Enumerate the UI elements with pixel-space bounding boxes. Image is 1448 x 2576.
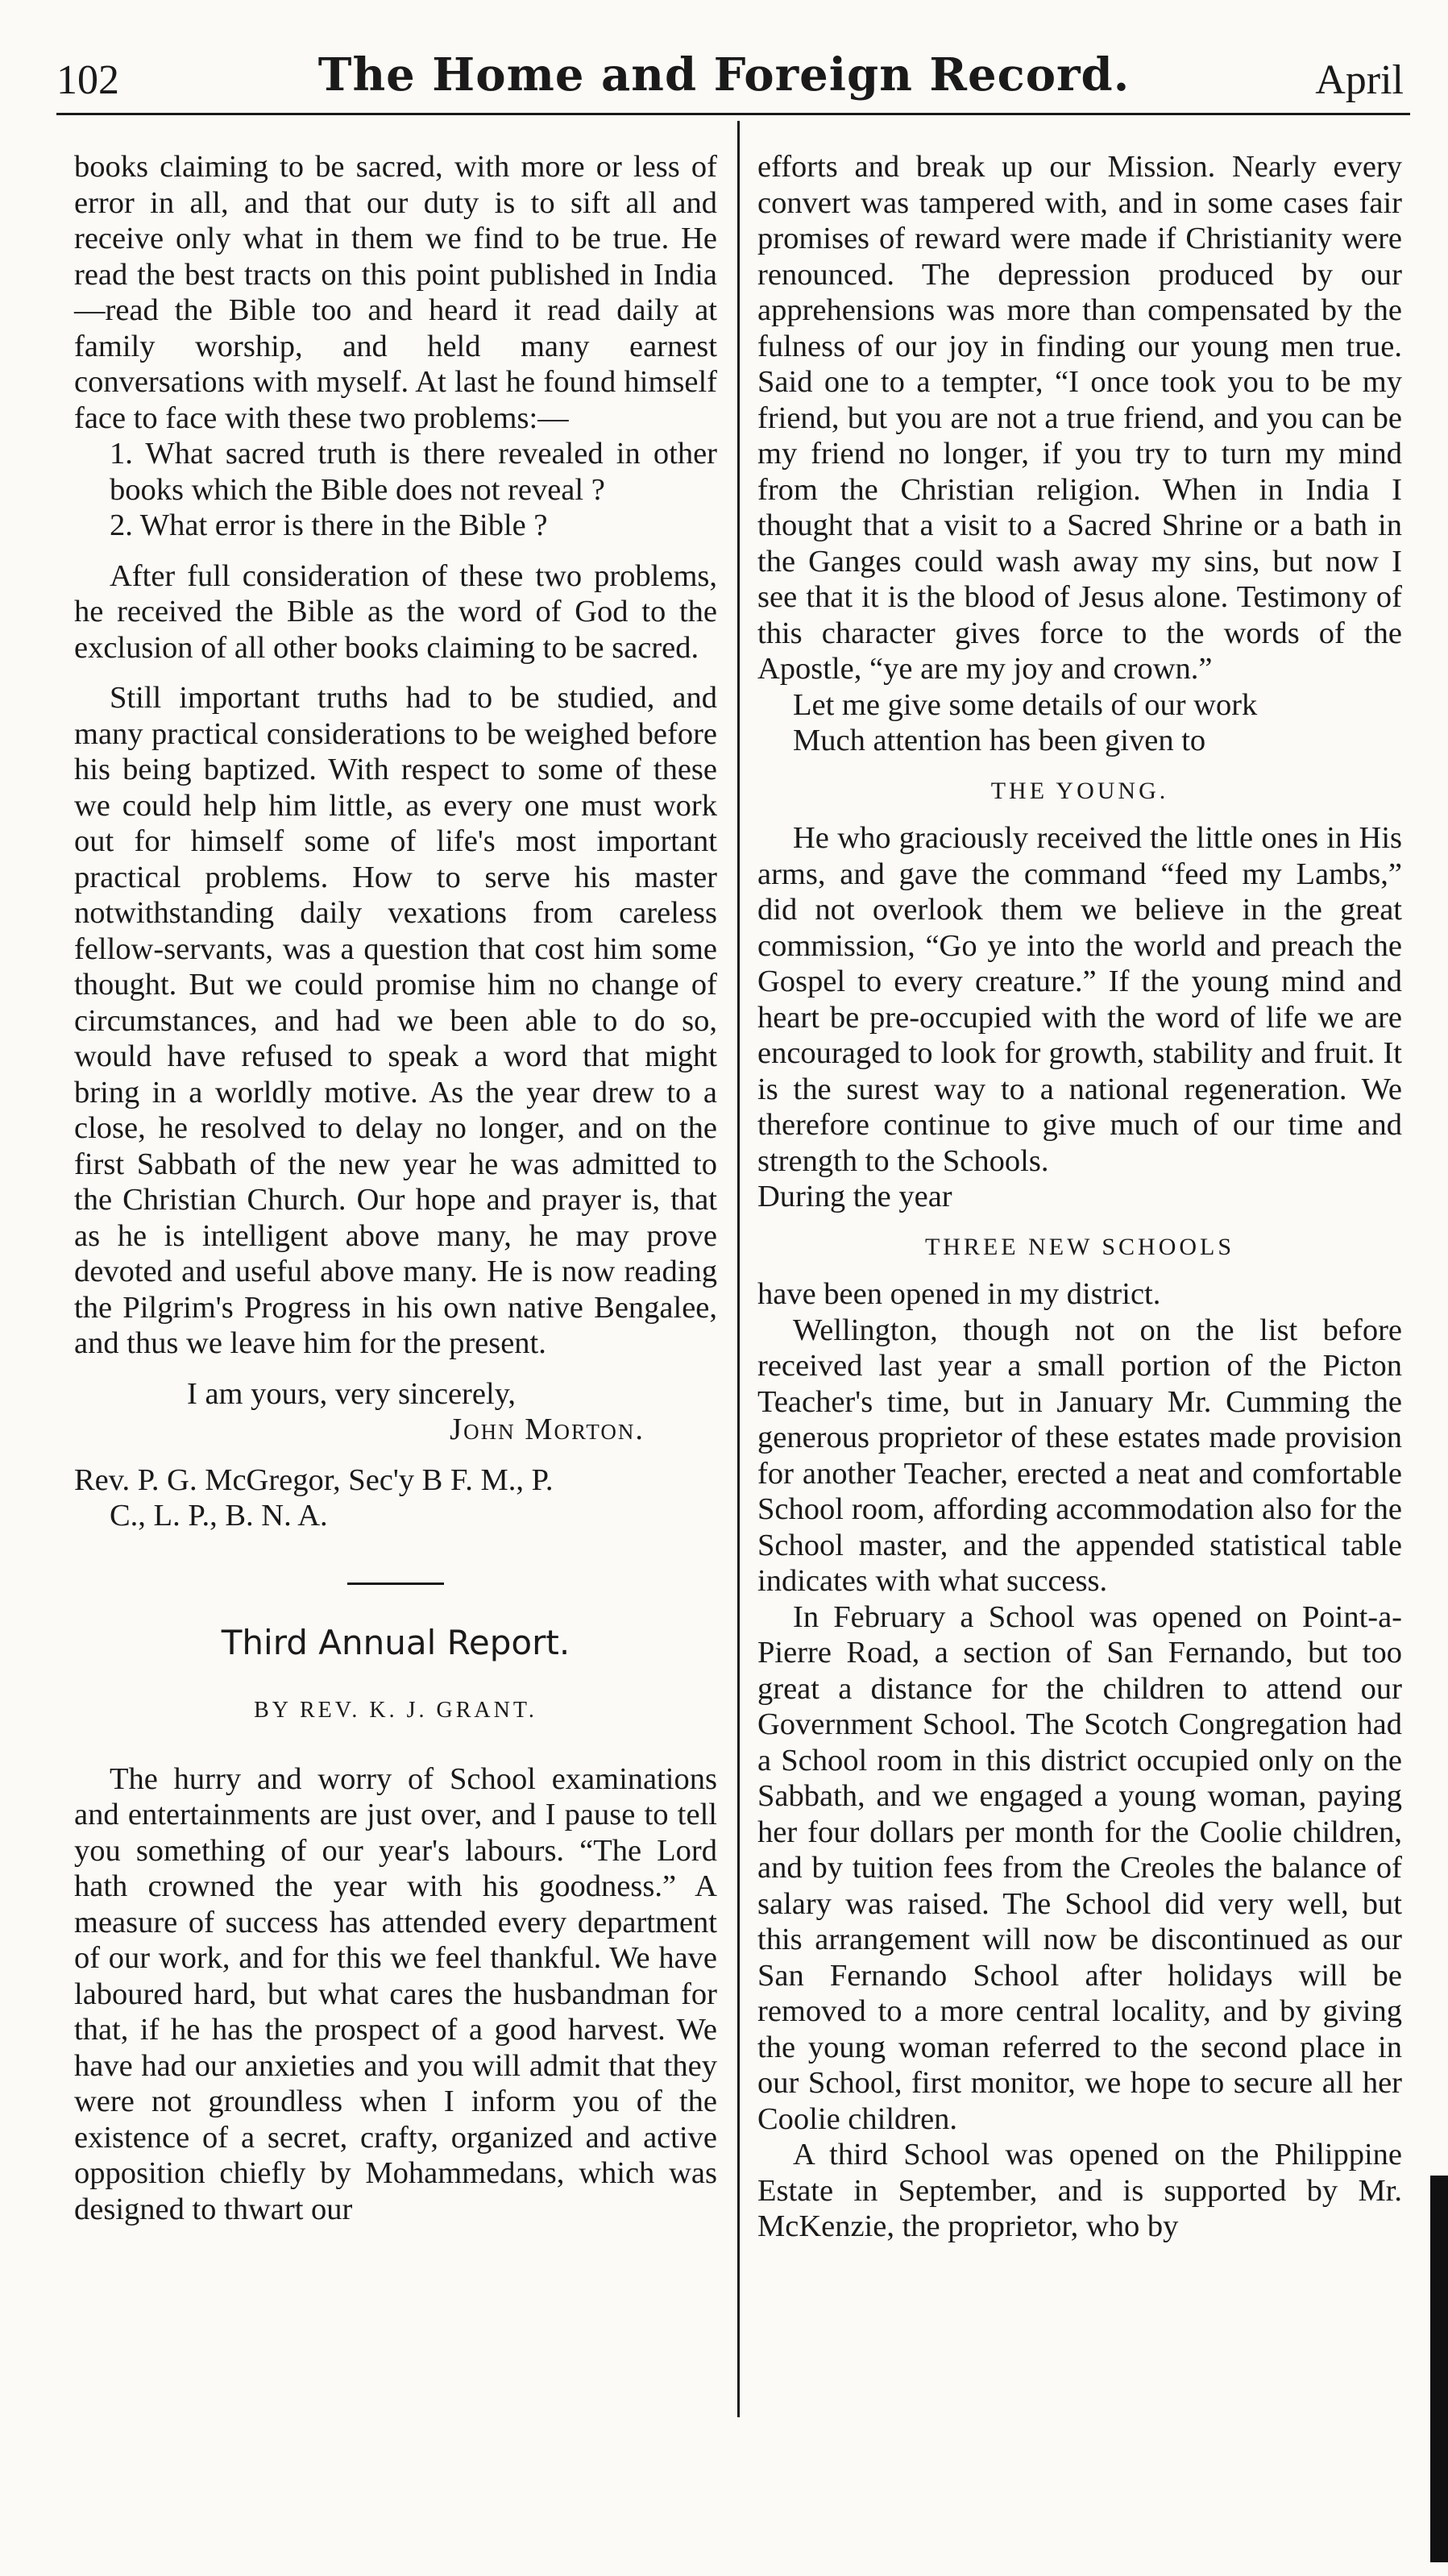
column-divider bbox=[737, 121, 740, 2417]
page-header bbox=[0, 48, 1448, 121]
left-column bbox=[74, 149, 717, 2227]
page-number: 102 bbox=[56, 57, 119, 103]
paragraph: He who graciously received the little ones in His arms, and gave the command “feed my Lambs,” did not overlook them we believe in the great commission, “Go ye into the world and preach the Gospel to every creature.” If the young mind and heart be pre-occupied with the word of life we are encouraged to look for growth, stability and fruit. It is the surest way to a national regeneration. We therefore continue to give much of our time and strength to the Schools. bbox=[757, 821, 1402, 1178]
article-byline: BY REV. K. J. GRANT. bbox=[254, 1698, 537, 1723]
letter-address: Rev. P. G. McGregor, Sec'y B F. M., P. bbox=[74, 1462, 554, 1497]
letter-closing: I am yours, very sincerely, bbox=[187, 1376, 517, 1411]
paragraph: have been opened in my district. bbox=[757, 1277, 1161, 1311]
paragraph: Still important truths had to be studied, and many practical considerations to be weighed before his being baptized. With respect to some of these we could help him little, as every one must work out for himself some of life's most important practical problems. How to serve his master notwithstanding daily vexations from careless fellow-servants, was a question that cost him some thought. But we could promise him no change of circumstances, and had we been able to do so, would have refused to speak a word that might bring in a worldly motive. As the year drew to a close, he resolved to delay no longer, and on the first Sabbath of the new year he was admitted to the Christian Church. Our hope and prayer is, that as he is intelligent above many, he may prove devoted and useful above many. He is now reading the Pilgrim's Progress in his own native Bengalee, and thus we leave him for the present. bbox=[74, 681, 717, 1360]
paragraph: In February a School was opened on Point-a-Pierre Road, a section of San Fernando, but too great a distance for the children to attend our Government School. The Scotch Congregation had a School room in this district occupied only on the Sabbath, and we engaged a young woman, paying her four dollars per month for the Coolie children, and by tuition fees from the Creoles the balance of salary was raised. The School did very well, but this arrangement will now be discontinued as our San Fernando School after holidays will be removed to a more central locality, and by giving the young woman referred to the second place in our School, first monitor, we hope to secure all her Coolie children. bbox=[757, 1599, 1402, 2136]
paragraph: The hurry and worry of School examinations and entertainments are just over, and I pause to tell you something of our year's labours. “The Lord hath crowned the year with his goodness.” A measure of success has attended every department of our work, and for this we feel thankful. We have laboured hard, but what cares the husbandman for that, if he has the prospect of a good harvest. We have had our anxieties and you will admit that they were not groundless when I inform you of the existence of a secret, crafty, organized and active opposition chiefly by Mohammedans, which was designed to thwart our bbox=[74, 1761, 717, 2226]
paragraph: books claiming to be sacred, with more or less of error in all, and that our duty is to sift all and receive only what in them we find to be true. He read the best tracts on this point published in India—read the Bible too and heard it read daily at family worship, and held many earnest conversations with myself. At last he found himself face to face with these two problems:— bbox=[74, 150, 717, 435]
section-heading: THE YOUNG. bbox=[990, 777, 1169, 804]
journal-title: The Home and Foreign Record. bbox=[317, 48, 1131, 102]
list-item: 1. What sacred truth is there revealed in other books which the Bible does not reveal ? bbox=[110, 437, 717, 507]
paragraph: Much attention has been given to bbox=[793, 724, 1206, 757]
list-item: 2. What error is there in the Bible ? bbox=[110, 508, 548, 542]
page-edge-shadow bbox=[1430, 2176, 1448, 2562]
article-title: Third Annual Report. bbox=[221, 1622, 570, 1662]
paragraph: During the year bbox=[757, 1180, 952, 1213]
letter-address-cont: C., L. P., B. N. A. bbox=[110, 1499, 328, 1533]
right-column bbox=[757, 149, 1402, 2245]
paragraph: A third School was opened on the Philippine Estate in September, and is supported by Mr. McKenzie, the proprietor, who by bbox=[757, 2138, 1402, 2243]
paragraph: After full consideration of these two problems, he received the Bible as the word of God to the exclusion of all other books claiming to be sacred. bbox=[74, 558, 717, 665]
section-separator bbox=[347, 1583, 444, 1585]
paragraph: Wellington, though not on the list before received last year a small portion of the Picton Teacher's time, but in January Mr. Cumming the generous proprietor of these estates made provision for another Teacher, erected a neat and comfortable School room, affording accommodation also for the School master, and the appended statistical table indicates with what success. bbox=[757, 1313, 1402, 1598]
section-heading: THREE NEW SCHOOLS bbox=[924, 1233, 1235, 1260]
issue-month: April bbox=[1315, 57, 1404, 103]
letter-signature: John Morton. bbox=[450, 1412, 645, 1446]
paragraph: efforts and break up our Mission. Nearly every convert was tampered with, and in some cases fair promises of reward were made if Christianity were renounced. The depression produced by our apprehensions was more than compensated by the fulness of our joy in finding our young men true. Said one to a tempter, “I once took you to be my friend, but you are not a true friend, and you can be my friend no longer, if you try to turn my mind from the Christian religion. When in India I thought that a visit to a Sacred Shrine or a bath in the Ganges could wash away my sins, but now I see that it is the blood of Jesus alone. Testimony of this character gives force to the words of the Apostle, “ye are my joy and crown.” bbox=[757, 150, 1402, 686]
paragraph: Let me give some details of our work bbox=[793, 687, 1258, 722]
header-rule bbox=[56, 113, 1410, 115]
